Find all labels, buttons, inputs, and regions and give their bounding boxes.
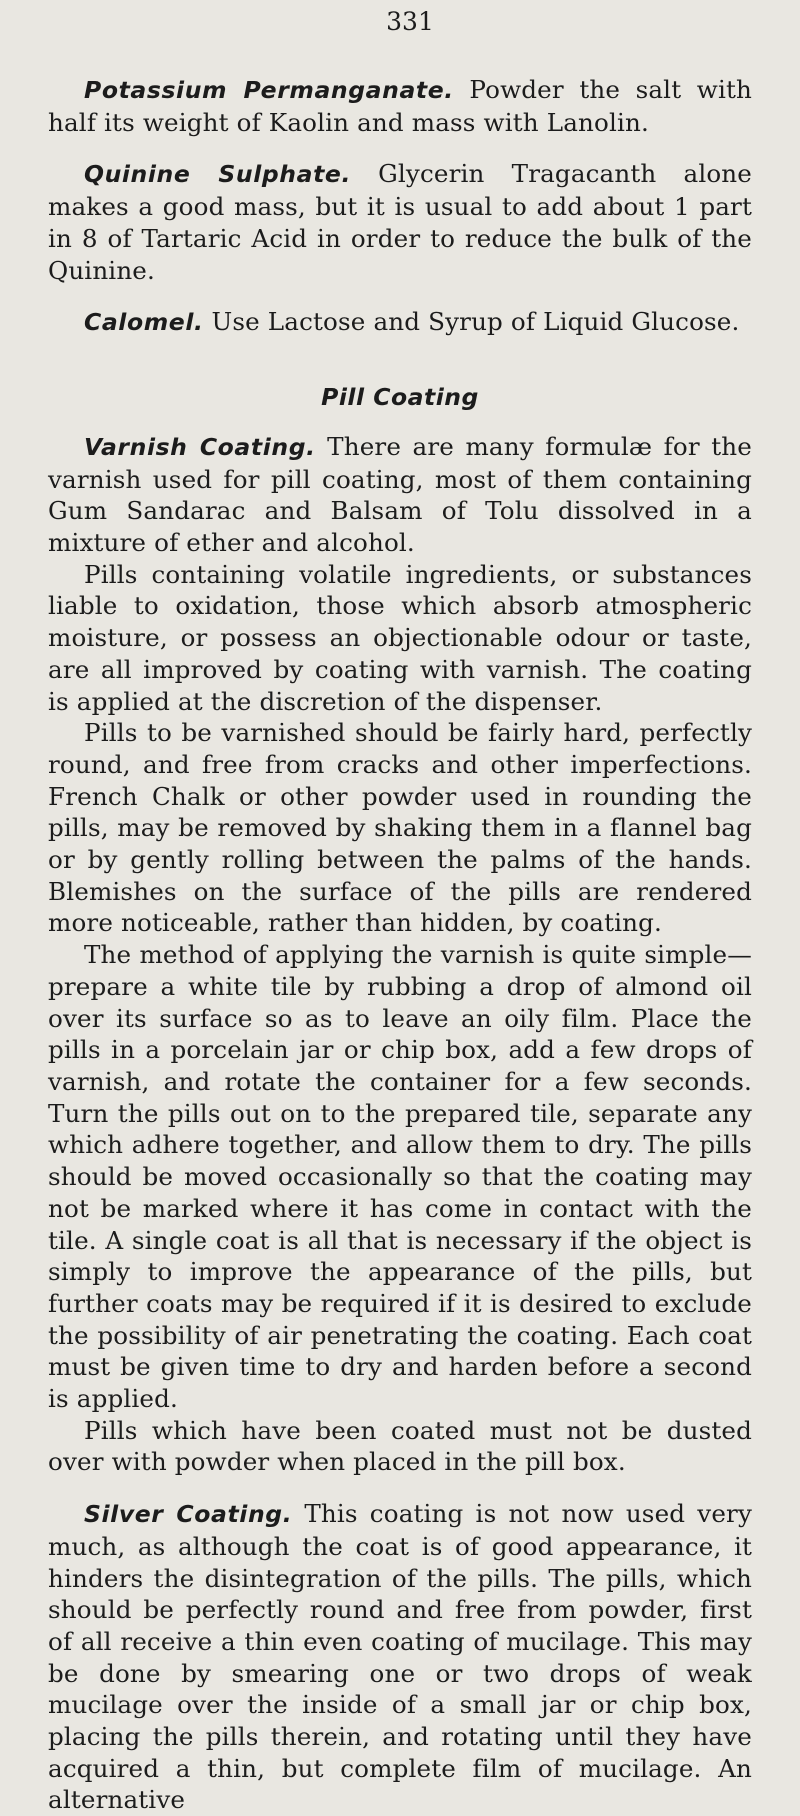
run-in-heading: Quinine Sulphate. [84,160,351,189]
page-number: 331 [386,7,434,36]
run-in-heading: Calomel. [84,308,204,337]
paragraph-varnish-method: The method of applying the varnish is quite simple— prepare a white tile by rubbing a drop of almond oil over its surface so as to leave an oily film. Place the pills in a porcelain jar or chip box, add a few drops of varnish, and rotate the container for a few seconds. Turn the pills out on to the prepared tile, separate any which adhere together, and allow them to dry. The pills should be moved occasionally so that the coating may not be marked where it has come in contact with the tile. A single coat is all that is necessary if the object is simply to improve the appearance of the pills, but further coats may be required if it is desired to exclude the possibility of air penetrating the coating. Each coat must be given time to dry and harden before a second is applied. [48,940,752,1414]
paragraph-quinine-sulphate [48,158,752,286]
paragraph-varnish-purpose: Pills containing volatile ingredients, or substances liable to oxidation, those which absorb atmospheric moisture, or possess an objectionable odour or taste, are all improved by coating with varnish. The coating is applied at the discretion of the dispenser. [48,559,752,716]
paragraph-text: Powder the salt with half its weight of Kaolin and mass with Lanolin. [48,75,753,137]
paragraph-text: Glycerin Tragacanth alone makes a good mass, but it is usual to add about 1 part in 8 of Tartaric Acid in order to reduce the bulk of the Quinine. [48,159,752,285]
paragraph-potassium-permanganate [48,74,752,138]
paragraph-varnish-note: Pills which have been coated must not be dusted over with powder when placed in the pill box. [48,1415,752,1477]
section-heading: Pill Coating [321,382,479,411]
run-in-heading: Potassium Permanganate. [84,76,454,104]
paragraph-varnish-coating [48,431,752,559]
paragraph-text: There are many formulæ for the varnish used for pill coating, most of them containing Gum Sandarac and Balsam of Tolu dissolved in a mixture of ether and alcohol. [48,431,753,558]
paragraph-varnish-preparation: Pills to be varnished should be fairly hard, perfectly round, and free from cracks and other imperfections. French Chalk or other powder used in rounding the pills, may be removed by shaking them in a flannel bag or by gently rolling between the palms of the hands. Blemishes on the surface of the pills are rendered more noticeable, rather than hidden, by coating. [48,718,752,938]
paragraph-text: This coating is not now used very much, as although the coat is of good appearance, it hinders the disintegration of the pills. The pills, which should be perfectly round and free from powder, first of all receive a thin even coating of mucilage. This may be done by smearing one or two drops of weak mucilage over the inside of a small jar or chip box, placing the pills therein, and rotating until they have acquired a thin, but complete film of mucilage. An alternative [48,1499,752,1815]
paragraph-text: Use Lactose and Syrup of Liquid Glucose. [211,307,740,337]
paragraph-silver-coating [48,1498,752,1816]
run-in-heading: Silver Coating. [84,1500,293,1529]
run-in-heading: Varnish Coating. [84,432,316,461]
paragraph-calomel [48,306,752,339]
